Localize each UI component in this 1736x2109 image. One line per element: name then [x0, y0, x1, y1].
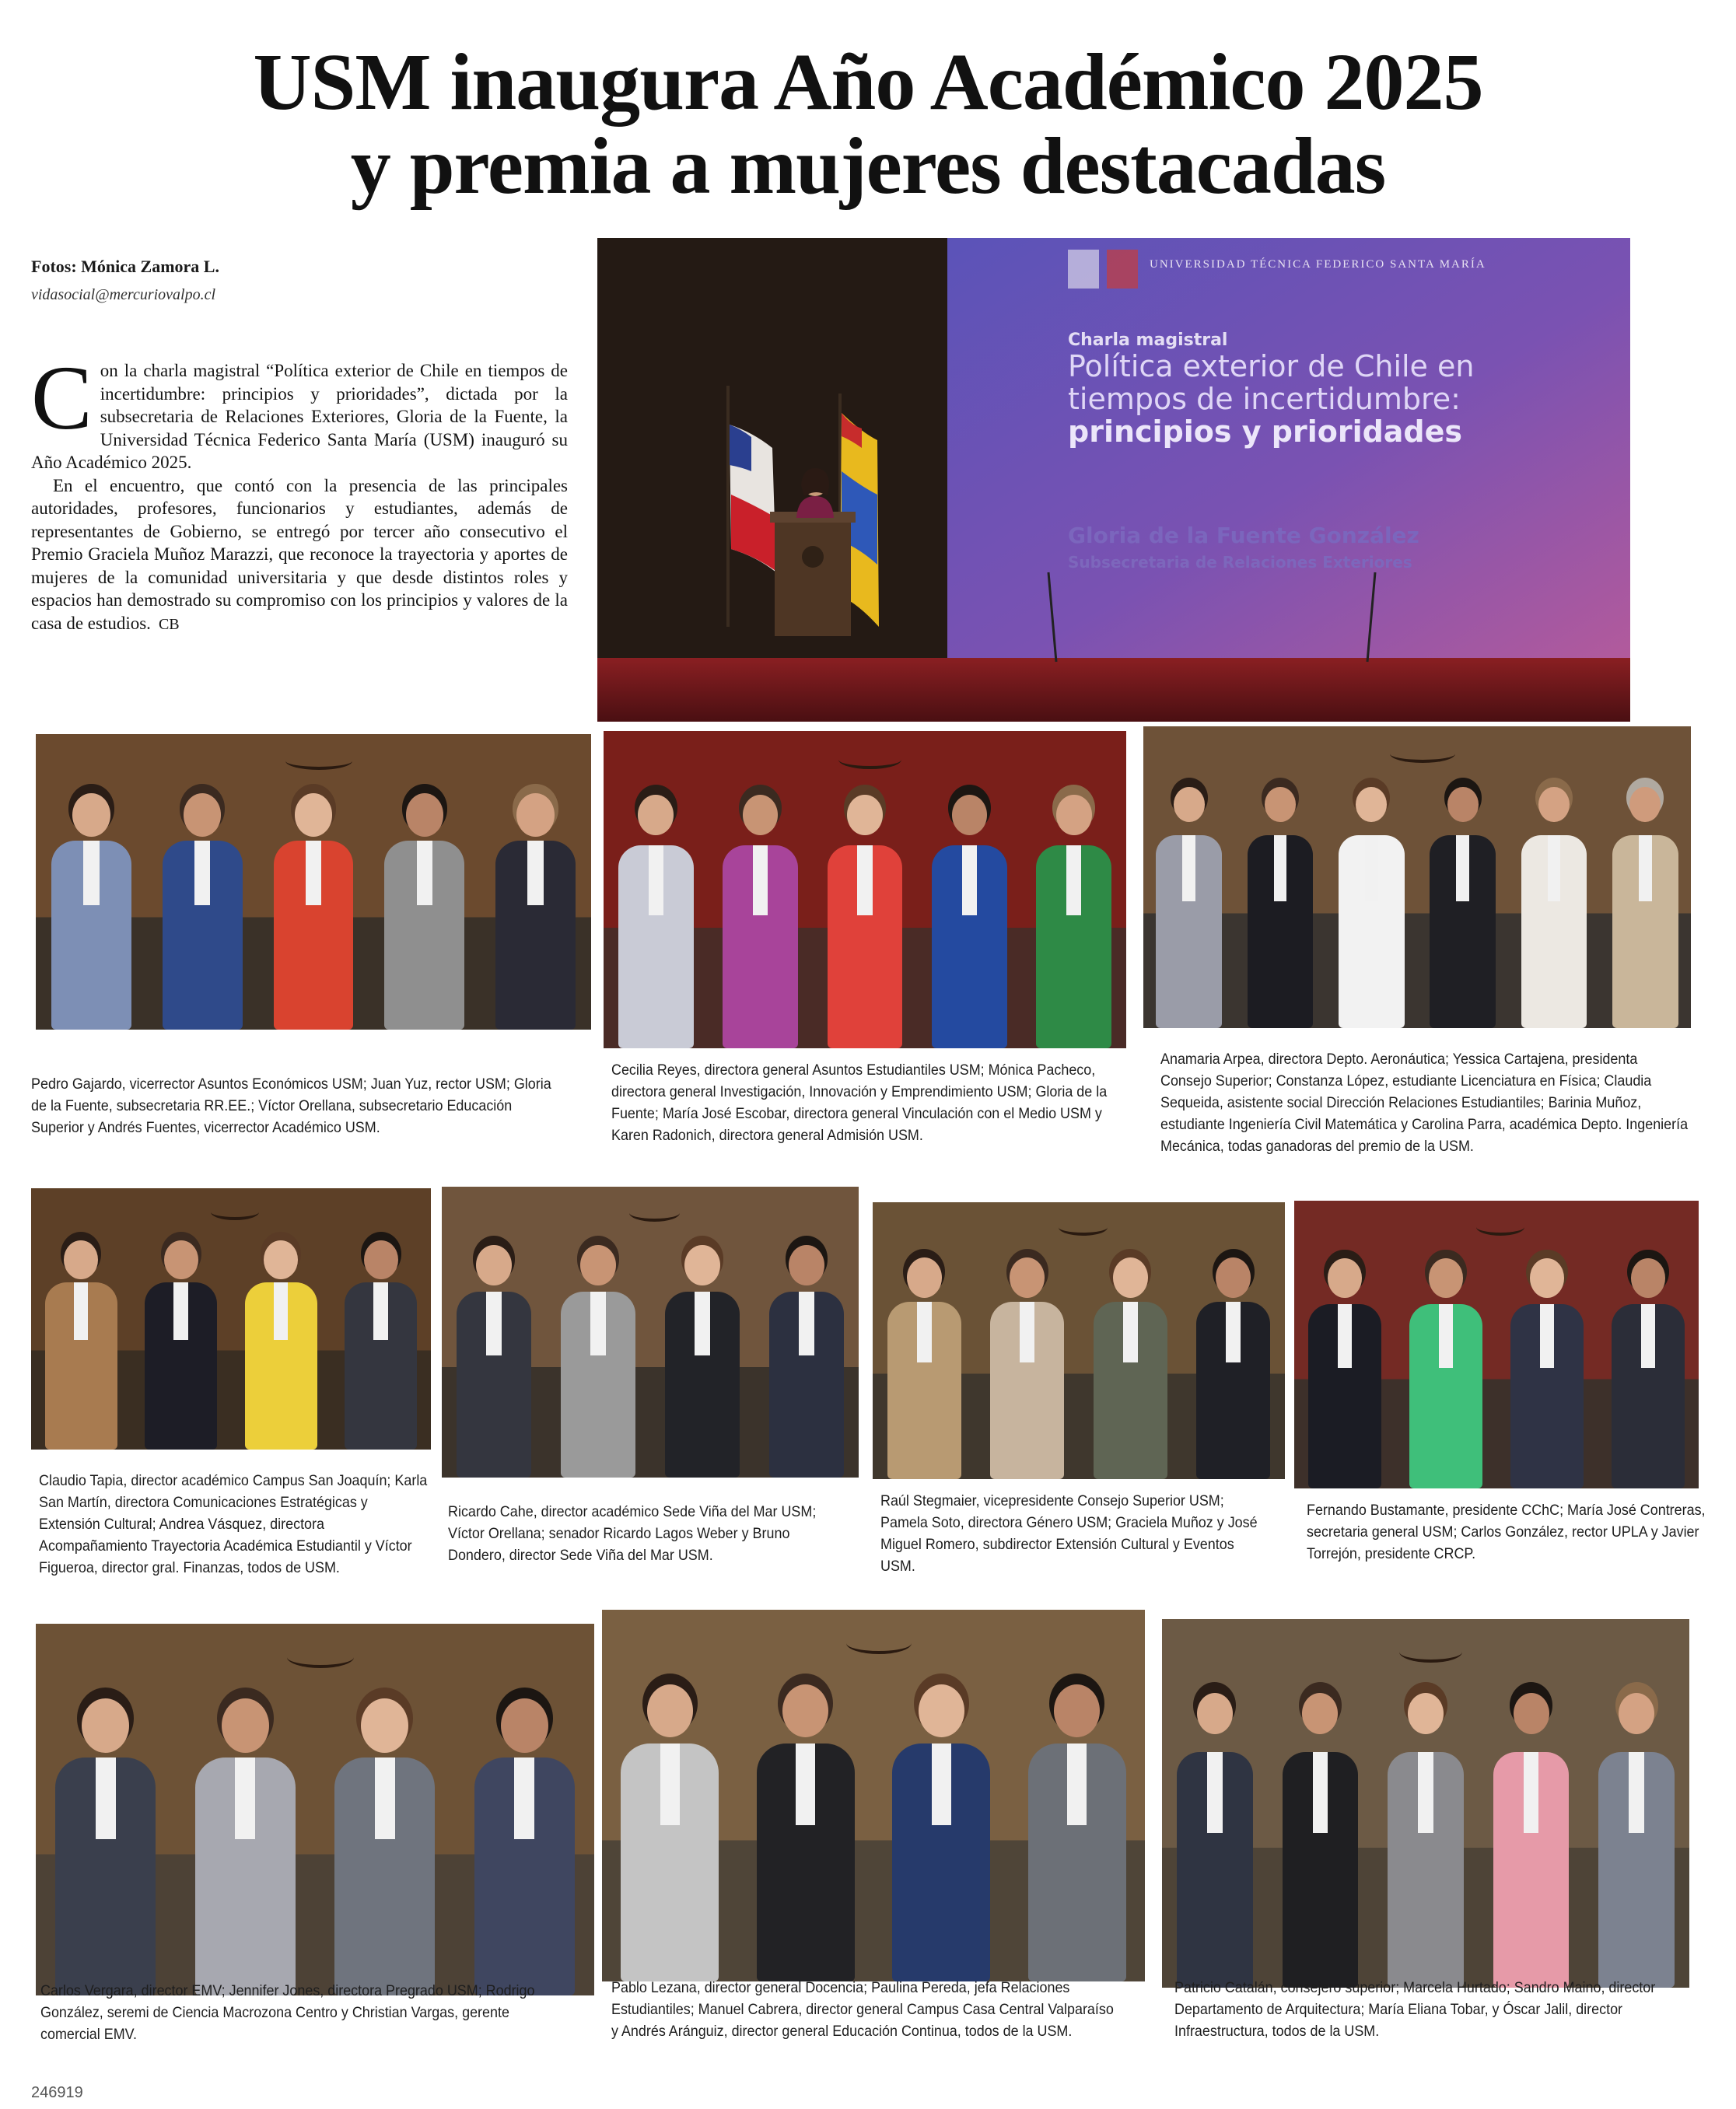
caption-photo-7: Fernando Bustamante, presidente CChC; María José Contreras, secretaria general USM; Carlos González, rector UPLA y Javier Torrejón, presidente CRCP. — [1307, 1502, 1706, 1562]
chandelier-icon — [287, 1646, 354, 1668]
shirt-collar — [1020, 1302, 1034, 1362]
caption-photo-1: Pedro Gajardo, vicerrector Asuntos Económicos USM; Juan Yuz, rector USM; Gloria de la Fuente, subsecretaria RR.EE.; Víctor Orellana, subsecretario Educación Superior y Andrés Fuentes, vicerrector Académico USM. — [31, 1075, 551, 1136]
chandelier-icon — [1476, 1218, 1524, 1236]
person-face — [1356, 787, 1387, 823]
shirt-collar — [932, 1744, 951, 1825]
chandelier-icon — [211, 1204, 259, 1220]
shirt-collar — [1313, 1752, 1328, 1833]
shirt-collar — [417, 841, 433, 906]
person-face — [264, 1240, 298, 1279]
person-face — [72, 793, 110, 837]
stage-floor — [597, 658, 1630, 722]
shirt-collar — [649, 845, 663, 915]
shirt-collar — [590, 1292, 605, 1355]
shirt-collar — [527, 841, 544, 906]
shirt-collar — [1226, 1302, 1241, 1362]
shirt-collar — [306, 841, 322, 906]
photo-group-7 — [1294, 1201, 1699, 1488]
person-face — [1619, 1693, 1654, 1734]
caption-photo-4: Claudio Tapia, director académico Campus San Joaquín; Karla San Martín, directora Comunicaciones Estratégicas y Extensión Cultural; Andrea Vásquez, directora Acompañamiento Trayectoria Académica Estudiantil y Víctor Figueroa, director gral. Finanzas, todos de USM. — [39, 1472, 428, 1576]
person-face — [684, 1245, 720, 1285]
person-face — [516, 793, 555, 837]
person-face — [1010, 1257, 1045, 1298]
person-face — [1056, 795, 1092, 836]
shirt-collar — [1524, 1752, 1539, 1833]
person-face — [789, 1245, 824, 1285]
caption-photo-5: Ricardo Cahe, director académico Sede Viña del Mar USM; Víctor Orellana; senador Ricardo Lagos Weber y Bruno Dondero, director Sede Viña del Mar USM. — [448, 1503, 817, 1564]
paragraph-1 — [31, 347, 568, 474]
slide-speaker: Gloria de la Fuente González — [1068, 523, 1419, 548]
person-face — [364, 1240, 398, 1279]
person-face — [1197, 1693, 1233, 1734]
article-title — [0, 37, 1736, 211]
shirt-collar — [753, 845, 768, 915]
shirt-collar — [1182, 835, 1195, 901]
shirt-collar — [1456, 835, 1469, 901]
shirt-collar — [799, 1292, 814, 1355]
photo-group-5 — [442, 1187, 859, 1478]
person-face — [295, 793, 333, 837]
shirt-collar — [173, 1282, 188, 1340]
person-face — [1054, 1684, 1100, 1737]
chandelier-icon — [838, 750, 901, 768]
person-face — [743, 795, 779, 836]
shirt-collar — [235, 1758, 255, 1839]
person-face — [501, 1698, 548, 1753]
slide-line-1: Política exterior de Chile en — [1068, 349, 1475, 383]
paragraph-1-text: on la charla magistral “Política exterior de Chile en tiempos de incertidumbre: principios y prioridades”, dictada por la subsecretaria de Relaciones Exteriores, Gloria de la Fuente, la Universidad Técnica Federico Santa María (USM) inauguró su Año Académico 2025. — [31, 361, 568, 472]
photo-credit-block — [31, 257, 219, 304]
chandelier-icon — [1399, 1641, 1462, 1663]
person-face — [782, 1684, 828, 1737]
photo-group-4 — [31, 1188, 431, 1450]
photo-group-9 — [602, 1610, 1145, 1981]
shirt-collar — [962, 845, 977, 915]
caption-photo-10: Patricio Catalán, consejero superior; Marcela Hurtado; Sandro Maino, director Departamento de Arquitectura; María Eliana Tobar, y Óscar Jalil, director Infraestructura, todos de la USM. — [1174, 1979, 1656, 2040]
drop-cap: C — [31, 347, 93, 449]
shirt-collar — [514, 1758, 534, 1839]
photo-group-10 — [1162, 1619, 1689, 1988]
slide-university: UNIVERSIDAD TÉCNICA FEDERICO SANTA MARÍA — [1150, 258, 1486, 271]
photo-group-3 — [1143, 726, 1691, 1028]
shirt-collar — [74, 1282, 89, 1340]
person-face — [1631, 1258, 1665, 1298]
person-face — [64, 1240, 98, 1279]
slide-line-3: principios y prioridades — [1068, 414, 1463, 449]
shirt-collar — [660, 1744, 680, 1825]
shirt-collar — [486, 1292, 501, 1355]
caption-photo-8: Carlos Vergara, director EMV; Jennifer Jones, directora Pregrado USM; Rodrigo González, seremi de Ciencia Macrozona Centro y Christian Vargas, gerente comercial EMV. — [40, 1982, 535, 2043]
person-face — [1265, 787, 1296, 823]
page-code: 246919 — [31, 2084, 83, 2101]
university-crest-icon — [1068, 250, 1099, 289]
photo-group-2 — [604, 731, 1126, 1048]
shirt-collar — [695, 1292, 709, 1355]
title-line-1: USM inaugura Año Académico 2025 — [253, 37, 1483, 127]
shirt-collar — [796, 1744, 815, 1825]
photo-group-1 — [36, 734, 591, 1030]
person-face — [1629, 787, 1661, 823]
photo-credit: Fotos: Mónica Zamora L. — [31, 257, 219, 276]
shirt-collar — [1439, 1304, 1454, 1367]
paragraph-2-text: En el encuentro, que contó con la presencia de las principales autoridades, profesores, funcionarios y estudiantes, además de representantes de Gobierno, se entregó por tercer año consecutivo el Premio Graciela Muñoz Marazzi, que reconoce la trayectoria y aportes de mujeres de la comunidad universitaria y que desde distintos roles y espacios han demostrado su compromiso con los principios y valores de la casa de estudios. — [31, 475, 568, 633]
shirt-collar — [917, 1302, 932, 1362]
person-face — [952, 795, 988, 836]
shirt-collar — [1338, 1304, 1353, 1367]
chandelier-icon — [1059, 1219, 1108, 1236]
article-body — [31, 347, 568, 636]
person-face — [406, 793, 444, 837]
person-face — [1530, 1258, 1564, 1298]
person-face — [919, 1684, 964, 1737]
person-face — [1514, 1693, 1549, 1734]
shirt-collar — [373, 1282, 388, 1340]
usm-logo-icon — [1107, 250, 1138, 289]
end-mark: CB — [158, 615, 180, 633]
chandelier-icon — [846, 1632, 912, 1654]
person-face — [1113, 1257, 1148, 1298]
shirt-collar — [1418, 1752, 1433, 1833]
photo-group-8 — [36, 1624, 594, 1995]
caption-photo-2: Cecilia Reyes, directora general Asuntos Estudiantiles USM; Mónica Pacheco, directora general Investigación, Innovación y Emprendimiento USM; Gloria de la Fuente; María José Escobar, directora general Vinculación con el Medio USM y Karen Radonich, directora general Admisión USM. — [611, 1061, 1108, 1144]
shirt-collar — [96, 1758, 116, 1839]
person-face — [164, 1240, 198, 1279]
shirt-collar — [1123, 1302, 1138, 1362]
shirt-collar — [83, 841, 100, 906]
contact-email[interactable]: vidasocial@mercuriovalpo.cl — [31, 286, 216, 303]
shirt-collar — [1540, 1304, 1555, 1367]
shirt-collar — [1639, 835, 1652, 901]
person-face — [1302, 1693, 1338, 1734]
shirt-collar — [274, 1282, 289, 1340]
stage-illustration — [597, 238, 1630, 722]
shirt-collar — [1548, 835, 1561, 901]
person-face — [1328, 1258, 1362, 1298]
person-face — [1216, 1257, 1251, 1298]
chandelier-icon — [285, 752, 352, 770]
person-face — [222, 1698, 269, 1753]
shirt-collar — [1641, 1304, 1656, 1367]
person-face — [1408, 1693, 1444, 1734]
person-face — [476, 1245, 512, 1285]
shirt-collar — [1365, 835, 1378, 901]
person-face — [1429, 1258, 1463, 1298]
caption-photo-9: Pablo Lezana, director general Docencia; Paulina Pereda, jefa Relaciones Estudiantiles; Manuel Cabrera, director general Campus Casa Central Valparaíso y Andrés Aránguiz, director general Educación Continua, todos de la USM. — [611, 1979, 1114, 2040]
chandelier-icon — [1390, 744, 1455, 762]
shirt-collar — [1207, 1752, 1223, 1833]
person-face — [1174, 787, 1205, 823]
shirt-collar — [857, 845, 872, 915]
shirt-collar — [375, 1758, 395, 1839]
photo-lecture-stage — [597, 238, 1630, 722]
shirt-collar — [1067, 1744, 1087, 1825]
slide-kicker: Charla magistral — [1068, 331, 1228, 350]
slide-speaker-role: Subsecretaria de Relaciones Exteriores — [1068, 553, 1412, 572]
title-line-2: y premia a mujeres destacadas — [350, 121, 1386, 211]
person-face — [580, 1245, 616, 1285]
shirt-collar — [1629, 1752, 1644, 1833]
shirt-collar — [1274, 835, 1287, 901]
paragraph-2 — [31, 474, 568, 637]
person-face — [1538, 787, 1570, 823]
shirt-collar — [1066, 845, 1081, 915]
slide-line-2: tiempos de incertidumbre: — [1068, 382, 1461, 416]
chandelier-icon — [629, 1204, 679, 1222]
person-face — [82, 1698, 129, 1753]
caption-photo-3: Anamaria Arpea, directora Depto. Aeronáutica; Yessica Cartajena, presidenta Consejo Superior; Constanza López, estudiante Licenciatura en Física; Claudia Sequeida, asistente social Dirección Relaciones Estudiantiles; Barinia Muñoz, estudiante Ingeniería Civil Matemática y Carolina Parra, académica Depto. Ingeniería Mecánica, todas ganadoras del premio de la USM. — [1160, 1051, 1689, 1155]
person-face — [1447, 787, 1479, 823]
podium — [775, 518, 851, 636]
person-face — [647, 1684, 693, 1737]
shirt-collar — [194, 841, 211, 906]
caption-photo-6: Raúl Stegmaier, vicepresidente Consejo Superior USM; Pamela Soto, directora Género USM; Graciela Muñoz y José Miguel Romero, subdirector Extensión Cultural y Eventos USM. — [880, 1492, 1258, 1575]
person-face — [638, 795, 674, 836]
photo-group-6 — [873, 1202, 1285, 1479]
person-face — [847, 795, 883, 836]
person-face — [361, 1698, 408, 1753]
person-face — [184, 793, 222, 837]
person-face — [907, 1257, 942, 1298]
